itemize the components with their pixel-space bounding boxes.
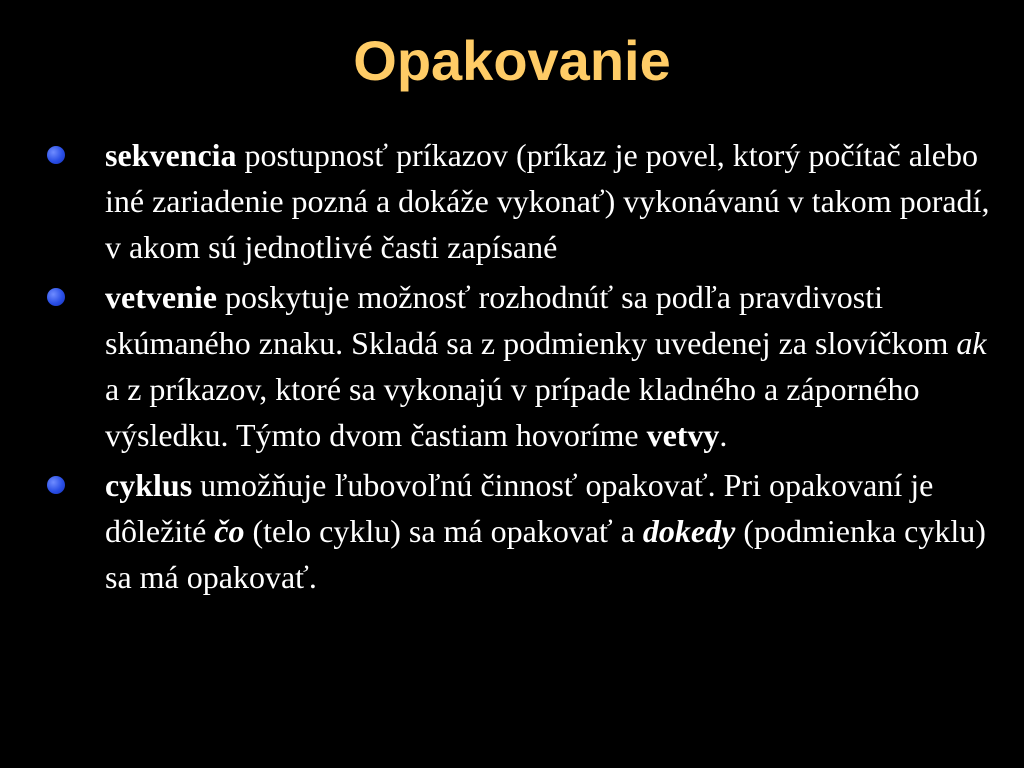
term-cyklus: cyklus <box>105 467 193 503</box>
bullet-dot-icon <box>47 476 65 494</box>
term-sekvencia: sekvencia <box>105 137 237 173</box>
bullet-item-cyklus <box>0 462 1024 600</box>
bullet-item-sekvencia <box>0 132 1024 270</box>
term-vetvenie: vetvenie <box>105 279 217 315</box>
bullet-item-vetvenie <box>0 274 1024 458</box>
definition-sekvencia: postupnosť príkazov (príkaz je povel, ktorý počítač alebo iné zariadenie pozná a dokáže vykonať) vykonávanú v takom poradí, v akom sú jednotlivé časti zapísané <box>105 137 990 265</box>
keyword-vetvy: vetvy <box>646 417 720 453</box>
definition-vetvenie-part2: a z príkazov, ktoré sa vykonajú v prípade kladného a záporného výsledku. Týmto dvom častiam hovoríme <box>105 371 920 453</box>
definition-vetvenie-part3: . <box>719 417 728 453</box>
keyword-co: čo <box>214 513 245 549</box>
definition-cyklus-part3: (podmienka cyklu) sa má opakovať. <box>105 513 986 595</box>
definition-cyklus-part1: umožňuje ľubovoľnú činnosť opakovať. Pri opakovaní je dôležité <box>105 467 934 549</box>
bullet-dot-icon <box>47 288 65 306</box>
keyword-dokedy: dokedy <box>642 513 736 549</box>
definition-cyklus-part2: (telo cyklu) sa má opakovať a <box>244 513 643 549</box>
slide-title: Opakovanie <box>353 29 671 92</box>
bullet-list <box>0 132 1024 604</box>
bullet-dot-icon <box>47 146 65 164</box>
keyword-ak: ak <box>956 325 987 361</box>
definition-vetvenie-part1: poskytuje možnosť rozhodnúť sa podľa pravdivosti skúmaného znaku. Skladá sa z podmienky uvedenej za slovíčkom <box>105 279 957 361</box>
